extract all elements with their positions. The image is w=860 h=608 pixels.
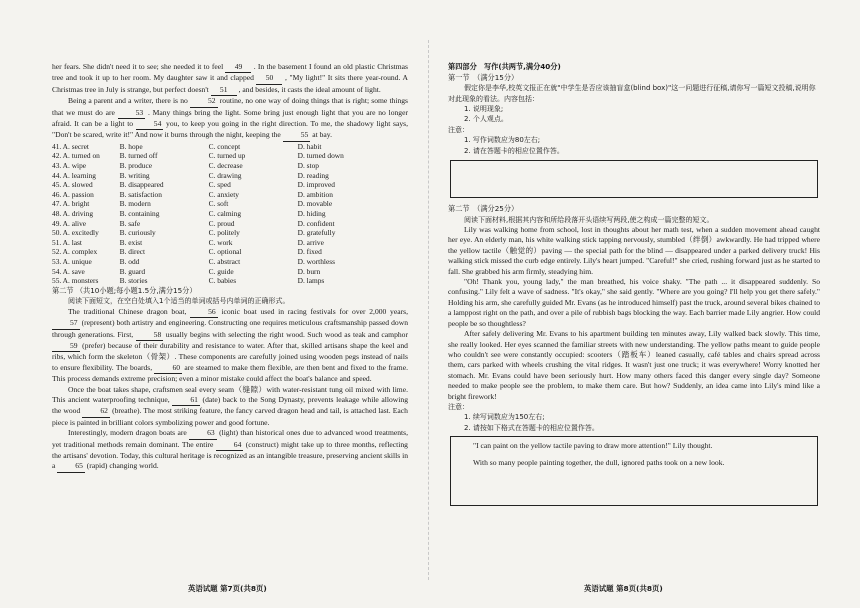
blank-53: 53: [118, 108, 146, 119]
option-cell: C. babies: [208, 276, 237, 286]
option-cell: C. work: [208, 237, 233, 247]
footer-right: 英语试题 第8页(共8页): [584, 584, 663, 593]
option-cell: B. stories: [119, 276, 148, 286]
option-row: [52, 142, 408, 152]
option-cell: D. fixed: [297, 247, 322, 257]
option-cell: 48. A. driving: [52, 209, 94, 218]
s1-prompt: 假定你是李华,校英文报正在就"中学生是否应该抽盲盒(blind box)"这一问题进行征稿,请你写一篇短文投稿,说明你对此现象的看法。内容包括：: [448, 84, 816, 103]
option-row: [52, 276, 408, 286]
grammar-paragraph-2: Once the boat takes shape, craftsmen seal every seam（缝隙）with water-resistant tung oil mixed with lime. This ancient waterproofing technique, 61 (date) back to the Song Dynasty, prevents leakage while allowing the wood 62 (breathe). The most striking feature, the fancy carved dragon head and tail, is attached last. Each piece is painted in brilliant colors symbolizing power and good fortune.: [52, 384, 408, 427]
option-cell: C. decrease: [208, 161, 243, 171]
option-cell: C. proud: [208, 218, 235, 228]
option-cell: C. turned up: [208, 151, 246, 161]
blank-59: 59: [52, 341, 80, 352]
s2-opener-box: [450, 436, 818, 506]
option-cell: D. movable: [297, 199, 333, 209]
blank-50: 50: [256, 73, 282, 84]
blank-57: 57: [52, 318, 80, 329]
s1-note-2: 2. 请在答题卡的相应位置作答。: [464, 146, 564, 155]
option-cell: C. abstract: [208, 256, 241, 266]
option-cell: B. disappeared: [119, 180, 164, 190]
option-cell: 50. A. excitedly: [52, 228, 99, 238]
option-row: [52, 238, 408, 248]
blank-63: 63: [189, 428, 217, 439]
option-cell: C. calming: [208, 209, 242, 218]
option-cell: B. curiously: [119, 228, 156, 238]
grammar-paragraph-3: Interestingly, modern dragon boats are 63 (light) than historical ones due to advanced wood treatments, yet traditional methods remain dominant. The entire 64 (construct) might take up to three months, reflecting the artisans' devotion. Today, this cultural heritage is recognized as an intangible treasure, preserving ancient skills in a 65 (rapid) changing world.: [52, 428, 408, 473]
option-row: [52, 180, 408, 190]
blank-61: 61: [172, 395, 200, 406]
s1-note-label: 注意：: [448, 125, 469, 134]
option-cell: B. guard: [119, 266, 146, 276]
option-cell: 44. A. learning: [52, 170, 96, 180]
s2-note-2: 2. 请按如下格式在答题卡的相应位置作答。: [464, 423, 599, 432]
option-cell: C. sped: [208, 180, 231, 190]
option-cell: D. confident: [297, 218, 335, 228]
option-row: [52, 209, 408, 219]
grammar-paragraph-1: The traditional Chinese dragon boat, 56 iconic boat used in racing festivals for over 2,000 years, 57 (represent) both artistry and engineering. Constructing one requires meticulous craftsmanship passed down through generations. First, 58 usually begins with selecting the right wood. Such wood as teak and camphor 59 (prefer) because of their durability and resistance to water. After that, skilled artisans shape the keel and ribs, which form the skeleton（骨架）. These components are carefully joined using wooden pegs instead of nails to ensure flexibility. The boards, 60 are steamed to make them flexible, are then bent and fixed to the frame. This process demands extreme precision; even a minor mistake could affect the boat's balance and speed.: [52, 306, 408, 384]
section2-title: 第二节 （共10小题;每小题1.5分,满分15分）: [52, 285, 197, 295]
option-cell: C. soft: [208, 199, 229, 209]
blank-56: 56: [190, 307, 218, 318]
option-cell: C. drawing: [208, 170, 242, 180]
option-cell: D. ambition: [297, 189, 333, 199]
option-cell: C. politely: [208, 228, 240, 238]
option-cell: B. satisfaction: [119, 189, 162, 199]
s1-title: 第一节 （满分15分）: [448, 72, 519, 82]
page-divider: [428, 40, 429, 580]
option-cell: C. optional: [208, 247, 242, 257]
option-row: [52, 228, 408, 238]
right-page: [448, 62, 820, 506]
blank-60: 60: [154, 363, 182, 374]
left-page: [52, 62, 408, 473]
option-cell: B. direct: [119, 247, 146, 257]
option-cell: D. burn: [297, 266, 321, 276]
option-cell: B. hope: [119, 141, 143, 151]
s2-prompt: 阅读下面材料,根据其内容和所给段落开头语续写两段,使之构成一篇完整的短文。: [464, 215, 714, 224]
option-cell: B. containing: [119, 209, 160, 218]
option-cell: D. turned down: [297, 151, 344, 161]
option-cell: D. reading: [297, 170, 329, 180]
s2-note-label: 注意：: [448, 402, 469, 411]
s1-point-2: 2. 个人观点。: [464, 115, 508, 124]
option-row: [52, 151, 408, 161]
option-row: [52, 161, 408, 171]
option-cell: D. lamps: [297, 276, 325, 286]
option-row: [52, 171, 408, 181]
opener-1: "I can paint on the yellow tactile paving to draw more attention!" Lily thought.: [473, 441, 713, 451]
option-cell: 42. A. turned on: [52, 151, 100, 161]
blank-55: 55: [283, 130, 311, 141]
s2-note-1: 1. 续写词数应为150左右;: [464, 413, 545, 422]
blank-65: 65: [57, 461, 85, 472]
option-cell: 53. A. unique: [52, 256, 92, 266]
option-row: [52, 199, 408, 209]
option-cell: 46. A. passion: [52, 189, 94, 199]
s2-title: 第二节 （满分25分）: [448, 204, 519, 214]
option-cell: D. arrive: [297, 237, 324, 247]
option-cell: 55. A. monsters: [52, 276, 99, 286]
option-row: [52, 219, 408, 229]
option-cell: B. safe: [119, 218, 141, 228]
option-cell: D. habit: [297, 141, 322, 151]
option-cell: 45. A. slowed: [52, 180, 93, 190]
option-row: [52, 247, 408, 257]
story-paragraph-3: After safely delivering Mr. Evans to his apartment building ten minutes away, Lily walked back slowly. This time, she really looked. Her eyes scanned the familiar streets with new understanding. The yellow paths meant to guide people who couldn't see were constantly occupied: scooters（踏板车）leaned casually, café tables and chairs spread across them, cars parked with wheels crushing the vital ridges. It wasn't just one truck; it was everywhere! Worry knotted her stomach. Mr. Evans could have been seriously hurt. How many others faced this danger every single day? Someone needed to make people see the problem, to make them care. But how? Suddenly, an idea came into Lily's mind like a bright firework!: [448, 329, 820, 401]
option-row: [52, 257, 408, 267]
blank-64: 64: [216, 440, 244, 451]
option-cell: 49. A. alive: [52, 218, 87, 228]
s1-point-1: 1. 说明现象;: [464, 105, 504, 113]
option-cell: D. hiding: [297, 209, 326, 218]
cloze-paragraph-2: Being a parent and a writer, there is no 52 routine, no one way of doing things that is right; some things that we must do are 53 . Many things bring the light. Some bring just enough light that you are no longer afraid. It can be a light to 54 you, to keep you going in the right direction. To me, the shadowy light says, "Don't be scared, write it!" And now it burns through the night, keeping the 55 at bay.: [52, 96, 408, 142]
story-paragraph-1: Lily was walking home from school, lost in thoughts about her math test, when a sudden movement ahead caught her eye. An elderly man, his white walking stick tapping nervously, stumbled（绊倒）awkwardly. He had tripped where the yellow tactile（触觉的）paving — the special path for the blind — disappeared under a parked delivery truck! His walking stick missed the curb edge entirely. Lily's heart jumped. "Careful!" she cried, rushing forward just as he started to fall. She grabbed his arm firmly, steadying him.: [448, 225, 820, 276]
footer-left: 英语试题 第7页(共8页): [188, 584, 267, 593]
option-cell: D. improved: [297, 180, 335, 190]
option-cell: B. writing: [119, 170, 150, 180]
option-cell: C. guide: [208, 266, 234, 276]
blank-62: 62: [82, 406, 110, 417]
s1-note-1: 1. 写作词数应为80左右;: [464, 136, 541, 145]
option-cell: 54. A. save: [52, 266, 85, 276]
option-row: [52, 190, 408, 200]
option-cell: B. turned off: [119, 151, 158, 161]
blank-58: 58: [136, 330, 164, 341]
s1-answer-box: [450, 160, 818, 198]
option-cell: B. produce: [119, 161, 153, 171]
option-cell: C. anxiety: [208, 189, 240, 199]
option-cell: D. gratefully: [297, 228, 336, 238]
option-cell: 51. A. last: [52, 237, 82, 247]
option-cell: B. modern: [119, 199, 151, 209]
blank-51: 51: [211, 85, 237, 96]
option-cell: B. exist: [119, 237, 143, 247]
option-cell: D. worthless: [297, 256, 335, 266]
option-cell: C. concept: [208, 141, 241, 151]
blank-52: 52: [190, 96, 218, 107]
story-paragraph-2: "Oh! Thank you, young lady," the man breathed, his voice shaky. "The path ... it disappeared suddenly. So confusing." Lily felt a wave of sadness. "It's okay," she said gently. "Where are you going? I'll help you get there safely." Holding his arm, she carefully guided Mr. Evans (as he introduced himself) past the truck, around several bikes chained to a lamppost right on the path, and over a pile of rubbish bags blocking the way. Each barrier made Lily angrier. How could people be so thoughtless?: [448, 277, 820, 328]
option-cell: 41. A. secret: [52, 141, 89, 151]
part4-title: 第四部分 写作(共两节,满分40分): [448, 62, 561, 71]
section2-instructions: 阅读下面短文，在空白处填入1个适当的单词或括号内单词的正确形式。: [68, 297, 290, 306]
cloze-paragraph-1: her fears. She didn't need it to see; she needed it to feel 49 . In the basement I found an old plastic Christmas tree and took it up to her room. My daughter saw it and clapped 50 , "My light!" It sits there year-round. A Christmas tree in July is strange, but perfect doesn't 51 , and besides, it casts the ideal amount of light.: [52, 62, 408, 96]
options-table: [52, 142, 408, 286]
option-cell: 52. A. complex: [52, 247, 98, 257]
option-cell: 43. A. wipe: [52, 161, 87, 171]
blank-49: 49: [225, 62, 251, 73]
option-cell: 47. A. bright: [52, 199, 90, 209]
opener-2: With so many people painting together, the dull, ignored paths took on a new look.: [473, 457, 725, 467]
option-cell: D. stop: [297, 161, 319, 171]
option-row: [52, 267, 408, 277]
blank-54: 54: [136, 119, 164, 130]
option-cell: B. odd: [119, 256, 140, 266]
